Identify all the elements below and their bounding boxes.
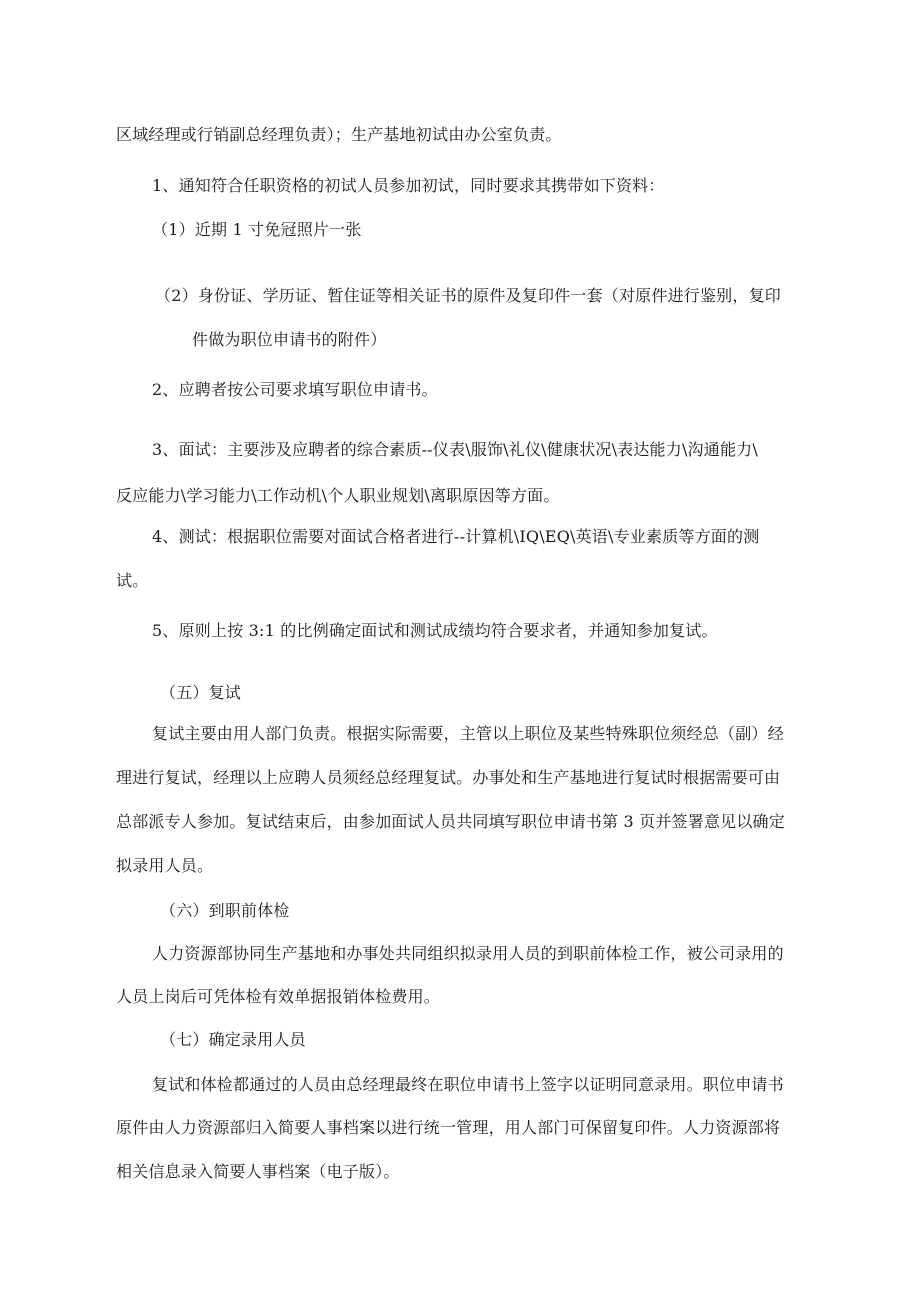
text-line: 原件由人力资源部归入简要人事档案以进行统一管理，用人部门可保留复印件。人力资源部将 — [116, 1118, 781, 1137]
text-line: 件做为职位申请书的附件） — [192, 330, 387, 349]
text-line: 反应能力\学习能力\工作动机\个人职业规划\离职原因等方面。 — [116, 486, 560, 505]
text-line: 3、面试：主要涉及应聘者的综合素质--仪表\服饰\礼仪\健康状况\表达能力\沟通能力\ — [152, 440, 758, 459]
text-line: 复试和体检都通过的人员由总经理最终在职位申请书上签字以证明同意录用。职位申请书 — [152, 1075, 784, 1094]
text-line: 人员上岗后可凭体检有效单据报销体检费用。 — [116, 987, 441, 1006]
text-line: 1、通知符合任职资格的初试人员参加初试，同时要求其携带如下资料： — [152, 176, 665, 195]
text-line: 拟录用人员。 — [116, 856, 214, 875]
text-line: 区域经理或行销副总经理负责）；生产基地初试由办公室负责。 — [116, 125, 562, 144]
text-line: 试。 — [116, 571, 149, 590]
text-line: 4、测试：根据职位需要对面试合格者进行--计算机\IQ\EQ\英语\专业素质等方面的测 — [152, 527, 760, 546]
text-line: （1）近期 1 寸免冠照片一张 — [152, 220, 362, 239]
text-line: 复试主要由用人部门负责。根据实际需要，主管以上职位及某些特殊职位须经总（副）经 — [152, 724, 784, 743]
text-line: 2、应聘者按公司要求填写职位申请书。 — [152, 380, 438, 399]
text-line: 5、原则上按 3:1 的比例确定面试和测试成绩均符合要求者，并通知参加复试。 — [152, 621, 718, 640]
section-heading: （六）到职前体检 — [160, 901, 290, 920]
text-line: （2）身份证、学历证、暂住证等相关证书的原件及复印件一套（对原件进行鉴别，复印 — [155, 286, 781, 305]
section-heading: （七）确定录用人员 — [160, 1030, 306, 1049]
section-heading: （五）复试 — [160, 683, 242, 702]
text-line: 相关信息录入简要人事档案（电子版）。 — [116, 1162, 400, 1181]
text-line: 理进行复试，经理以上应聘人员须经总经理复试。办事处和生产基地进行复试时根据需要可由 — [116, 768, 781, 787]
text-line: 人力资源部协同生产基地和办事处共同组织拟录用人员的到职前体检工作，被公司录用的 — [152, 944, 784, 963]
text-line: 总部派专人参加。复试结束后，由参加面试人员共同填写职位申请书第 3 页并签署意见以确定 — [116, 812, 785, 831]
